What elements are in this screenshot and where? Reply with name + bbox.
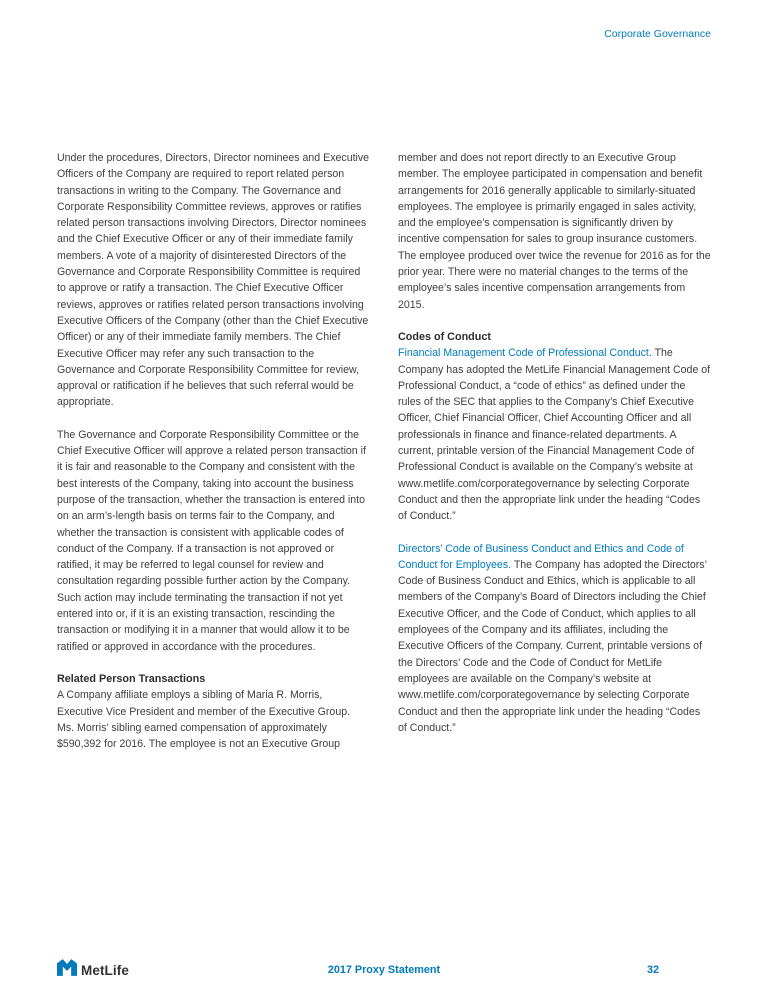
- financial-management-code-link[interactable]: Financial Management Code of Professional Conduct.: [398, 347, 652, 360]
- heading-codes-of-conduct: Codes of Conduct: [398, 330, 491, 343]
- footer-document-title: 2017 Proxy Statement: [327, 964, 441, 976]
- left-column: [57, 150, 370, 768]
- paragraph-procedures: Under the procedures, Directors, Director nominees and Executive Officers of the Company are required to report related person transactions in writing to the Company. The Governance and Corporate Responsibility Committee reviews, approves or ratifies related person transactions involving Directors, Director nominees and the Chief Executive Officer or any of their immediate family members. A vote of a majority of disinterested Directors of the Governance and Corporate Responsibility Committee is required to approve or ratify a transaction. The Chief Executive Officer reviews, approves or ratifies related person transactions involving Executive Officers of the Company (other than the Chief Executive Officer) or any of their immediate family members. The Chief Executive Officer may refer any such transaction to the Governance and Corporate Responsibility Committee for review, approval or ratification if he believes that such referral would be appropriate.: [57, 152, 370, 409]
- paragraph-financial-management-code: [398, 345, 711, 524]
- right-column: [398, 150, 711, 768]
- directors-code-link[interactable]: Directors’ Code of Business Conduct and Ethics and Code of Conduct for Employees.: [398, 542, 684, 571]
- financial-management-code-text: The Company has adopted the MetLife Financial Management Code of Professional Conduct, a “code of ethics” as defined under the rules of the SEC that applies to the Company’s Chief Executive Officer, Chief Financial Officer, Chief Accounting Officer and all professionals in finance and finance-related departments. A current, printable version of the Financial Management Code of Professional Conduct is available on the Company’s website at www.metlife.com/corporategovernance by selecting Corporate Conduct and then the appropriate link under the heading “Codes of Conduct.”: [398, 347, 711, 523]
- directors-code-text: The Company has adopted the Directors’ Code of Business Conduct and Ethics, which is applicable to all members of the Company’s Board of Directors including the Chief Executive Officer, and the Code of Conduct, which applies to all employees of the Company and its affiliates, including the Executive Officers of the Company. Current, printable versions of the Directors’ Code and the Code of Conduct for MetLife employees are available on the Company’s website at www.metlife.com/corporategovernance by selecting Corporate Conduct and then the appropriate link under the heading “Codes of Conduct.”: [398, 558, 707, 734]
- footer-page-number: 32: [646, 964, 659, 976]
- page-content: [57, 150, 711, 768]
- paragraph-directors-code: [398, 541, 711, 737]
- section-header: Corporate Governance: [604, 28, 711, 40]
- metlife-wordmark: MetLife: [81, 962, 129, 978]
- page-footer: [57, 957, 711, 983]
- metlife-logo-icon: [57, 959, 77, 981]
- paragraph-approval-criteria: The Governance and Corporate Responsibility Committee or the Chief Executive Officer will approve a related person transaction if it is fair and reasonable to the Company and consistent with the best interests of the Company, taking into account the business purpose of the transaction, whether the transaction is entered into on an arm’s-length basis on terms fair to the Company, and whether the transaction is consistent with applicable codes of conduct of the Company. If a transaction is not approved or ratified, it may be referred to legal counsel for review and consultation regarding possible further action by the Company. Such action may include terminating the transaction if not yet entered into or, if it is an existing transaction, rescinding the transaction or modifying it in a manner that would allow it to be ratified or approved in accordance with the procedures.: [57, 428, 366, 653]
- metlife-brand: [57, 959, 237, 981]
- paragraph-related-person: A Company affiliate employs a sibling of Maria R. Morris, Executive Vice President and member of the Executive Group. Ms. Morris’ sibling earned compensation of approximately $590,392 for 2016. The employee is not an Executive Group: [57, 689, 351, 751]
- paragraph-related-person-continued: member and does not report directly to an Executive Group member. The employee participated in compensation and benefit arrangements for 2016 generally applicable to similarly-situated employees. The employee is primarily engaged in sales activity, and the employee’s compensation is significantly driven by incentive compensation for sales to group insurance customers. The employee produced over twice the revenue for 2016 as for the prior year. There were no material changes to the terms of the employee’s sales incentive compensation arrangements from 2015.: [398, 152, 711, 311]
- heading-related-person-transactions: Related Person Transactions: [57, 672, 206, 685]
